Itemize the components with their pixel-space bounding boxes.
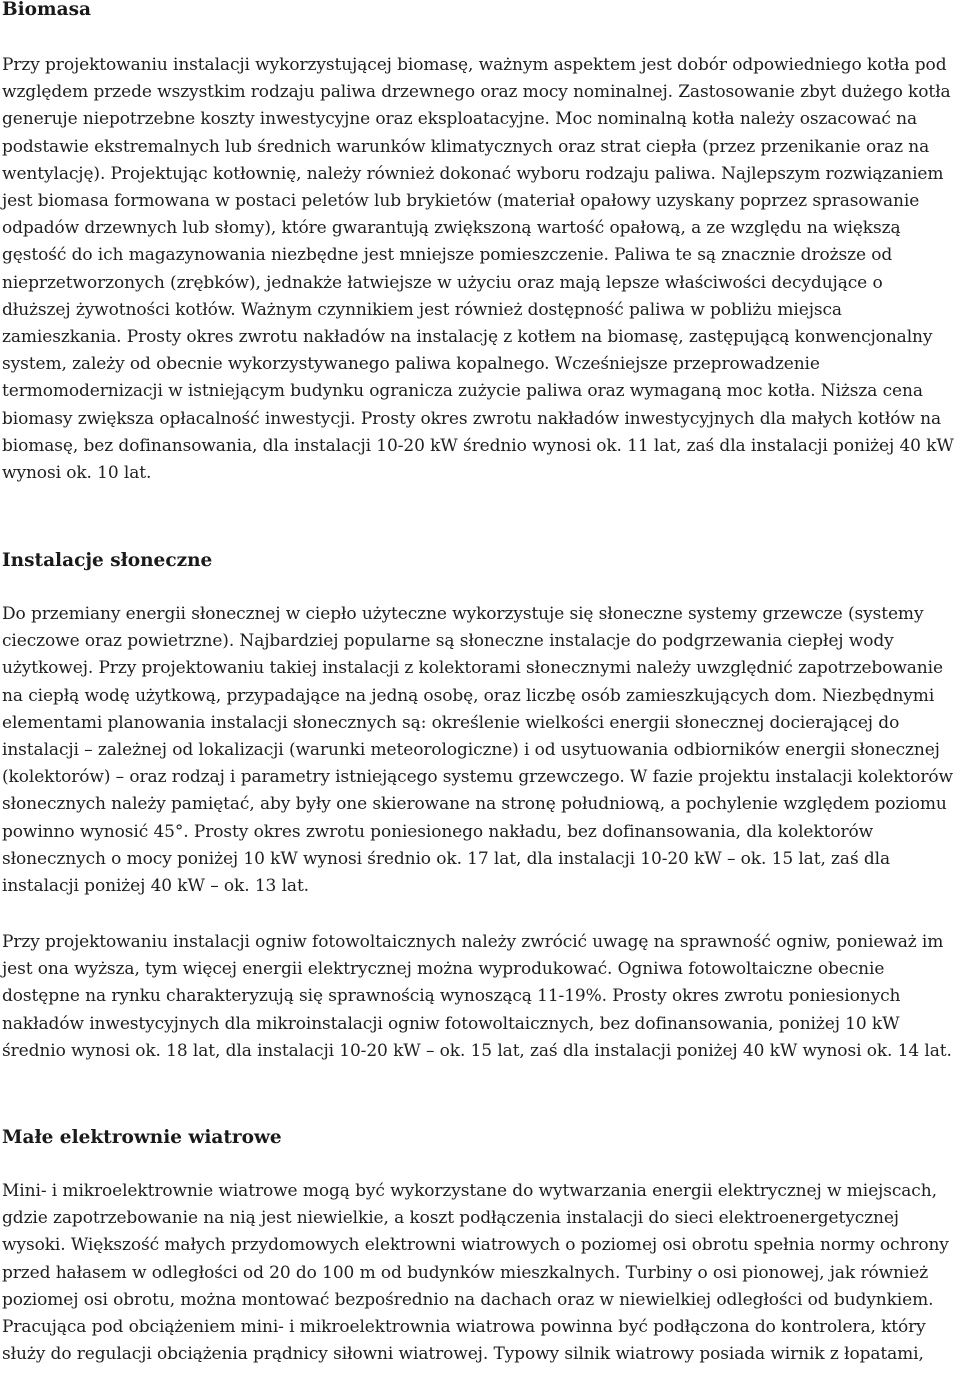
paragraph-fotowoltaika: Przy projektowaniu instalacji ogniw fotowoltaicznych należy zwrócić uwagę na sprawność ogniw, ponieważ im jest ona wyższa, tym więcej energii elektrycznej można wyprodukować. Ogniwa fotowoltaiczne obecnie dostępne na rynku charakteryzują się sprawnością wynoszącą 11-19%. Prosty okres zwrotu poniesionych nakładów inwestycyjnych dla mikroinstalacji ogniw fotowoltaicznych, bez dofinansowania, poniżej 10 kW średnio wynosi ok. 18 lat, dla instalacji 10-20 kW – ok. 15 lat, zaś dla instalacji poniżej 40 kW wynosi ok. 14 lat. — [2, 932, 952, 1061]
paragraph-instalacje-sloneczne: Do przemiany energii słonecznej w ciepło użyteczne wykorzystuje się słoneczne systemy grzewcze (systemy cieczowe oraz powietrzne). Najbardziej popularne są słoneczne instalacje do podgrzewania ciepłej wody użytkowej. Przy projektowaniu takiej instalacji z kolektorami słonecznymi należy uwzględnić zapotrzebowanie na ciepłą wodę użytkową, przypadające na jedną osobę, oraz liczbę osób zamieszkujących dom. Niezbędnymi elementami planowania instalacji słonecznych są: określenie wielkości energii słonecznej docierającej do instalacji – zależnej od lokalizacji (warunki meteorologiczne) i od usytuowania odbiorników energii słonecznej (kolektorów) – oraz rodzaj i parametry istniejącego systemu grzewczego. W fazie projektu instalacji kolektorów słonecznych należy pamiętać, aby były one skierowane na stronę południową, a pochylenie względem poziomu powinno wynosić 45°. Prosty okres zwrotu poniesionego nakładu, bez dofinansowania, dla kolektorów słonecznych o mocy poniżej 10 kW wynosi średnio ok. 17 lat, dla instalacji 10-20 kW – ok. 15 lat, zaś dla instalacji poniżej 40 kW – ok. 13 lat. — [2, 604, 953, 897]
paragraph-biomasa: Przy projektowaniu instalacji wykorzystującej biomasę, ważnym aspektem jest dobór odpowiedniego kotła pod względem przede wszystkim rodzaju paliwa drzewnego oraz mocy nominalnej. Zastosowanie zbyt dużego kotła generuje niepotrzebne koszty inwestycyjne oraz eksploatacyjne. Moc nominalną kotła należy oszacować na podstawie ekstremalnych lub średnich warunków klimatycznych oraz strat ciepła (przez przenikanie oraz na wentylację). Projektując kotłownię, należy również dokonać wyboru rodzaju paliwa. Najlepszym rozwiązaniem jest biomasa formowana w postaci peletów lub brykietów (materiał opałowy uzyskany poprzez sprasowanie odpadów drzewnych lub słomy), które gwarantują zwiększoną wartość opałową, a ze względu na większą gęstość do ich magazynowania niezbędne jest mniejsze pomieszczenie. Paliwa te są znacznie droższe od nieprzetworzonych (zrębków), jednakże łatwiejsze w użyciu oraz mają lepsze właściwości decydujące o dłuższej żywotności kotłów. Ważnym czynnikiem jest również dostępność paliwa w pobliżu miejsca zamieszkania. Prosty okres zwrotu nakładów na instalację z kotłem na biomasę, zastępującą konwencjonalny system, zależy od obecnie wykorzystywanego paliwa kopalnego. Wcześniejsze przeprowadzenie termomodernizacji w istniejącym budynku ogranicza zużycie paliwa oraz wymaganą moc kotła. Niższa cena biomasy zwiększa opłacalność inwestycji. Prosty okres zwrotu nakładów inwestycyjnych dla małych kotłów na biomasę, bez dofinansowania, dla instalacji 10-20 kW średnio wynosi ok. 11 lat, zaś dla instalacji poniżej 40 kW wynosi ok. 10 lat. — [2, 55, 954, 484]
paragraph-male-elektrownie-wiatrowe: Mini- i mikroelektrownie wiatrowe mogą być wykorzystane do wytwarzania energii elektrycznej w miejscach, gdzie zapotrzebowanie na nią jest niewielkie, a koszt podłączenia instalacji do sieci elektroenergetycznej wysoki. Większość małych przydomowych elektrowni wiatrowych o poziomej osi obrotu spełnia normy ochrony przed hałasem w odległości od 20 do 100 m od budynków mieszkalnych. Turbiny o osi pionowej, jak również poziomej osi obrotu, można montować bezpośrednio na dachach oraz w niewielkiej odległości od budynkiem. Pracująca pod obciążeniem mini- i mikroelektrownia wiatrowa powinna być podłączona do kontrolera, który służy do regulacji obciążenia prądnicy siłowni wiatrowej. Typowy silnik wiatrowy posiada wirnik z łopatami, — [2, 1181, 949, 1365]
section-heading-male-elektrownie-wiatrowe: Małe elektrownie wiatrowe — [2, 1127, 282, 1148]
section-heading-instalacje-sloneczne: Instalacje słoneczne — [2, 550, 213, 571]
section-heading-biomasa: Biomasa — [2, 0, 91, 20]
